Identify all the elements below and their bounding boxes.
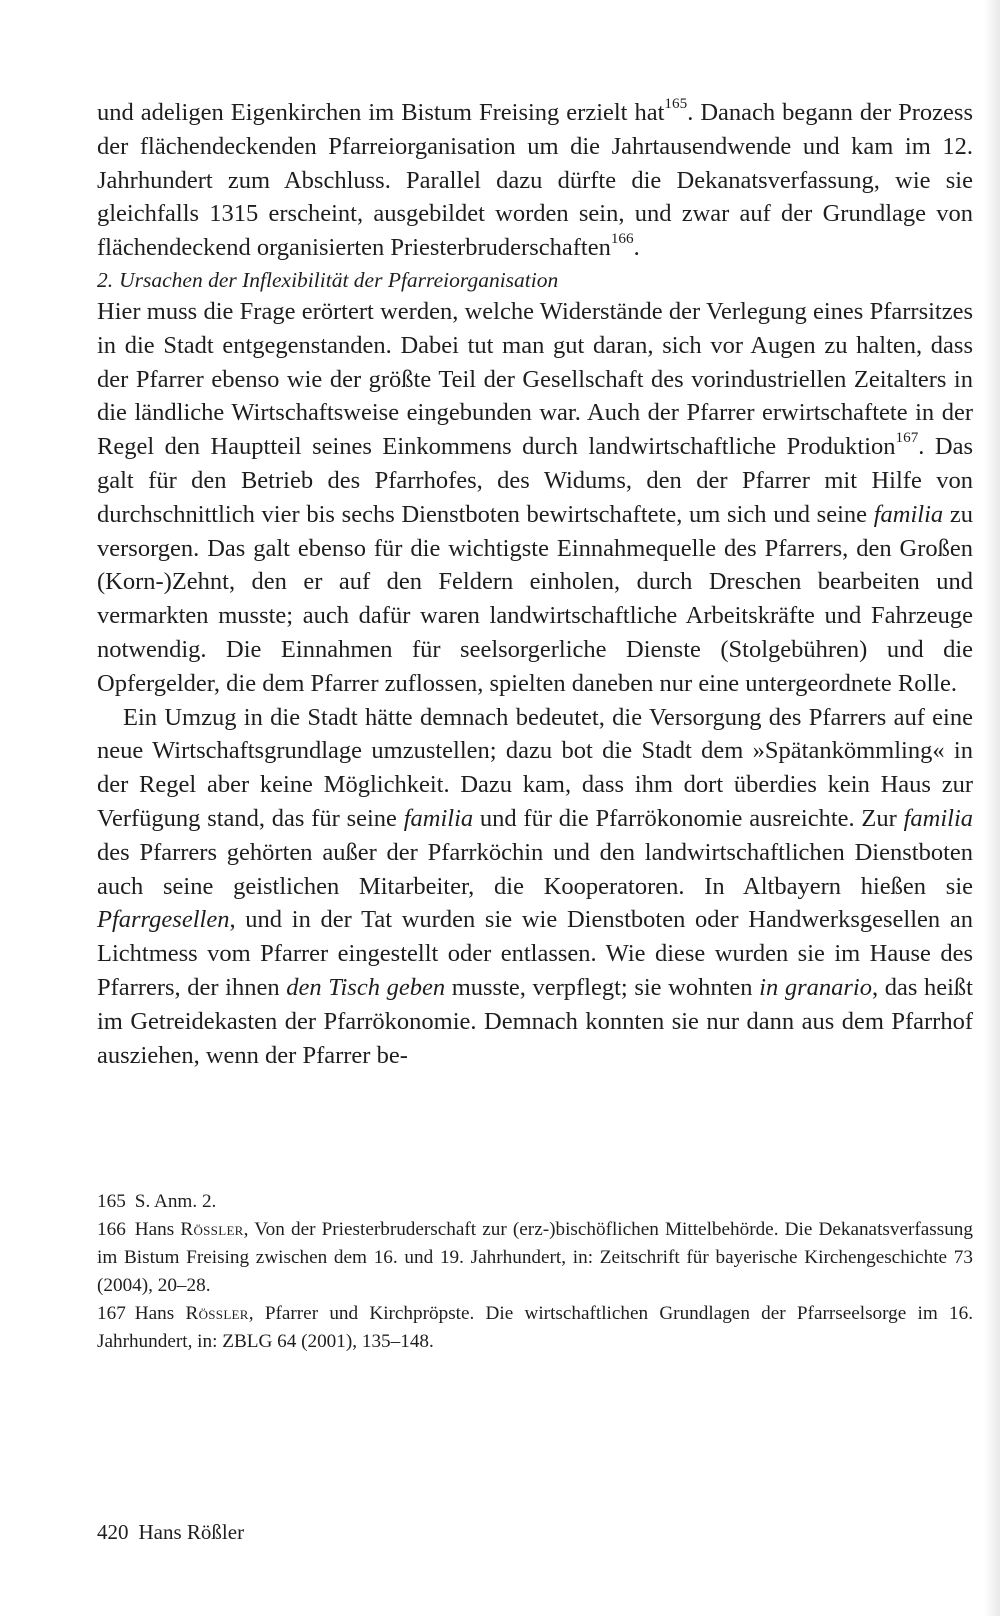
- page-footer: [97, 1518, 244, 1546]
- paragraph-2: Hier muss die Frage erörtert werden, welche Widerstände der Verlegung eines Pfarrsitzes in die Stadt entgegenstanden. Dabei tut man gut daran, sich vor Augen zu halten, dass der Pfarrer ebenso wie der größte Teil der Gesellschaft des vorindustriellen Zeitalters in die ländliche Wirtschaftsweise eingebunden war. Auch der Pfarrer erwirtschaftete in der Regel den Hauptteil seines Einkommens durch landwirtschaftliche Produktion$^{167}$. Das galt für den Betrieb des Pfarrhofes, des Widums, den der Pfarrer mit Hilfe von durchschnittlich vier bis sechs Dienstboten bewirtschaftete, um sich und seine familia zu versorgen. Das galt ebenso für die wichtigste Einnahmequelle des Pfarrers, den Großen (Korn-)Zehnt, den er auf den Feldern einholen, durch Dreschen bearbeiten und vermarkten musste; auch dafür waren landwirtschaftliche Arbeitskräfte und Fahrzeuge notwendig. Die Einnahmen für seelsorgerliche Dienste (Stolgebühren) und die Opfergelder, die dem Pfarrer zuflossen, spielten daneben nur eine untergeordnete Rolle.: [97, 297, 973, 697]
- page-edge-shadow: [984, 0, 1000, 1616]
- footnote-167: 167 Hans Rössler, Pfarrer und Kirchpröpste. Die wirtschaftlichen Grundlagen der Pfarrseelsorge im 16. Jahrhundert, in: ZBLG 64 (2001), 135–148.: [97, 1303, 974, 1352]
- footnotes: [97, 1188, 973, 1356]
- footnote-ref-166[interactable]: 166: [610, 230, 634, 247]
- footnote-166: 166 Hans Rössler, Von der Priesterbruderschaft zur (erz-)bischöflichen Mittelbehörde. Die Dekanatsverfassung im Bistum Freising zwischen dem 16. und 19. Jahrhundert, in: Zeitschrift für bayerische Kirchengeschichte 73 (2004), 20–28.: [97, 1219, 973, 1296]
- author-name: Rössler: [185, 1303, 249, 1324]
- section-title: Ursachen der Inflexibilität der Pfarreiorganisation: [119, 267, 559, 292]
- section-heading: [97, 265, 973, 295]
- author-name: Rössler: [180, 1219, 244, 1240]
- running-head: Hans Rößler: [138, 1520, 245, 1544]
- page-number: 420: [97, 1520, 129, 1544]
- footnote-ref-165[interactable]: 165: [664, 94, 688, 112]
- paragraph-1: und adeligen Eigenkirchen im Bistum Freising erzielt hat$^{165}$. Danach begann der Prozess der flächendeckenden Pfarreiorganisation um die Jahrtausendwende und kam im 12. Jahrhundert zum Abschluss. Parallel dazu dürfte die Dekanatsverfassung, wie sie gleichfalls 1315 erscheint, ausgebildet worden sein, und zwar auf der Grundlage von flächendeckend organisierten Priesterbruderschaften$^{166}$.: [97, 94, 974, 262]
- footnote-ref-167[interactable]: 167: [895, 428, 919, 446]
- footnote-165: 165 S. Anm. 2.: [97, 1191, 217, 1212]
- main-text: [97, 96, 973, 1072]
- paragraph-3: Ein Umzug in die Stadt hätte demnach bedeutet, die Versorgung des Pfarrers auf eine neue Wirtschaftsgrundlage umzustellen; dazu bot die Stadt dem »Spätankömmling« in der Regel aber keine Möglichkeit. Dazu kam, dass ihm dort überdies kein Haus zur Verfügung stand, das für seine familia und für die Pfarrökonomie ausreichte. Zur familia des Pfarrers gehörten außer der Pfarrköchin und den landwirtschaftlichen Dienstboten auch seine geistlichen Mitarbeiter, die Kooperatoren. In Altbayern hießen sie Pfarrgesellen, und in der Tat wurden sie wie Dienstboten oder Handwerksgesellen an Lichtmess vom Pfarrer eingestellt oder entlassen. Wie diese wurden sie im Hause des Pfarrers, der ihnen den Tisch geben musste, verpflegt; sie wohnten in granario, das heißt im Getreidekasten der Pfarrökonomie. Demnach konnten sie nur dann aus dem Pfarrhof ausziehen, wenn der Pfarrer be-: [97, 703, 973, 1069]
- section-number: 2.: [97, 267, 114, 292]
